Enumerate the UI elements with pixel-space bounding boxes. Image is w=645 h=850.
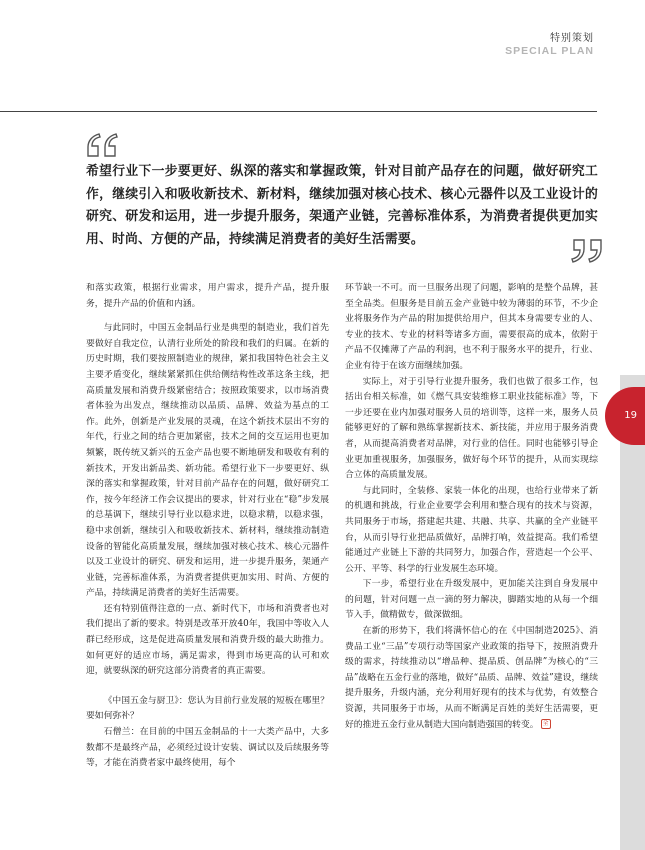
paragraph: 还有特别值得注意的一点、新时代下，市场和消费者也对我们提出了新的要求。特别是改革开放40年，我国中等收入人群已经形成，这是促进高质量发展和消费升级的最大助推力。如何更好的适应市场，满足需求，得到市场更高的认可和欢迎，就要纵深的研究这部分消费者的真正需要。: [86, 603, 329, 677]
paragraph: 和落实政策，根据行业需求，用户需求，提升产品，提升服务，提升产品的价值和内涵。: [86, 283, 329, 309]
paragraph: [345, 624, 598, 733]
pull-quote: 希望行业下一步要更好、纵深的落实和掌握政策，针对目前产品存在的问题，做好研究工作，继续引入和吸收新技术、新材料，继续加强对核心技术、核心元器件以及工业设计的研究、研发和运用，进一步提升服务，架通产业链，完善标准体系，为消费者提供更加实用、时尚、方便的产品，持续满足消费者的美好生活需要。: [86, 164, 598, 247]
end-mark-icon: 全: [542, 720, 549, 728]
paragraph: 环节缺一不可。而一旦服务出现了问题，影响的是整个品牌，甚至全品类。但服务是目前五金产业链中较为薄弱的环节，不少企业将服务作为产品的附加提供给用户，但其本身需要专业的人、专业的技术、专业的材料等诸多方面，需要很高的成本，依附于产品不仅摊薄了产品的利润，也不利于服务水平的提升，行业、企业有待于在该方面继续加强。: [345, 283, 598, 371]
open-quote-icon: [86, 132, 120, 158]
interview-question: 《中国五金与厨卫》：您认为目前行业发展的短板在哪里？要如何弥补？: [86, 695, 329, 722]
paragraph: 与此同时，全装修、家装一体化的出现，也给行业带来了新的机遇和挑战，行业企业要学会利用和整合现有的技术与资源，共同服务于市场，搭建起共建、共融、共享、共赢的全产业链平台，从而引导行业把品质做好，品牌打响，效益提高。我们希望能通过产业链上下游的共同努力，加强合作，营造起一个公平、公开、平等、科学的行业发展生态环境。: [345, 485, 598, 574]
header-divider: [0, 111, 597, 112]
close-quote-icon: [569, 238, 603, 264]
interview-answer: 石僧兰：在目前的中国五金制品的十一大类产品中，大多数都不是最终产品，必须经过设计安装、调试以及后续服务等等，才能在消费者家中最终使用，每个: [86, 727, 329, 769]
paragraph: 实际上，对于引导行业提升服务，我们也做了很多工作，包括出台相关标准，如《燃气具安装维修工职业技能标准》等，下一步还要在业内加强对服务人员的培训等，这样一来，服务人员能够更好的了解和熟练掌握新技术、新技能，并应用于服务消费者，从而提高消费者对品牌，对行业的信任。同时也能够引导企业更加重视服务，加强服务，做好每个环节的提升，从而实现综合立体的高质量发展。: [345, 376, 598, 481]
paragraph: 下一步，希望行业在升级发展中，更加能关注到自身发展中的问题，针对问题一点一滴的努力解决，脚踏实地的从每一个细节入手，做精做专，做深做细。: [345, 579, 598, 621]
article-column-left: [86, 281, 329, 772]
section-title-en: SPECIAL PLAN: [505, 45, 594, 57]
article-column-right: [345, 281, 598, 733]
paragraph-text: 在新的形势下，我们将满怀信心的在《中国制造2025》、消费品工业“三品”专项行动等国家产业政策的指导下，按照消费升级的需求，持续推动以“增品种、提品质、创品牌”为核心的“三品”战略在五金行业的落地，做好“品质、品牌、效益”建设，继续提升服务，升级内涵，充分利用好现有的技术与优势，有效整合资源，共同服务于市场，从而不断满足百姓的美好生活需要，更好的推进五金行业从制造大国向制造强国的转变。: [345, 626, 598, 730]
page-number: 19: [624, 410, 637, 421]
paragraph: 与此同时，中国五金制品行业是典型的制造业，我们首先要做好自我定位，认清行业所处的阶段和我们的归属。在新的历史时期，我们要按照制造业的规律，紧扣我国特色社会主义主要矛盾变化，继续紧紧抓住供给侧结构性改革这条主线，把高质量发展和消费升级紧密结合；按照政策要求，以市场消费者体验为出发点，继续推动以品质、品牌、效益为基点的工作。此外，创新是产业发展的灵魂，在这个新技术层出不穷的年代，行业之间的结合更加紧密，技术之间的交互运用也更加频繁，既传统又新兴的五金产品也要不断地研发和吸收有利的新技术，开发出新品类、新功能。希望行业下一步要更好、纵深的落实和掌握政策，针对目前产品存在的问题，做好研究工作，按今年经济工作会议提出的要求，针对行业在“稳”步发展的总基调下，继续引导行业以稳求进，以稳求精，以稳求强，稳中求创新，继续引入和吸收新技术、新材料，继续推动制造设备的智能化高质量发展，继续加强对核心技术、核心元器件以及工业设计的研究、研发和运用，进一步提升服务，架通产业链，完善标准体系，为消费者提供更加实用、时尚、方便的产品，持续满足消费者的美好生活需要。: [86, 323, 329, 599]
section-title-cn: 特别策划: [550, 33, 594, 44]
side-strip: [620, 375, 645, 850]
